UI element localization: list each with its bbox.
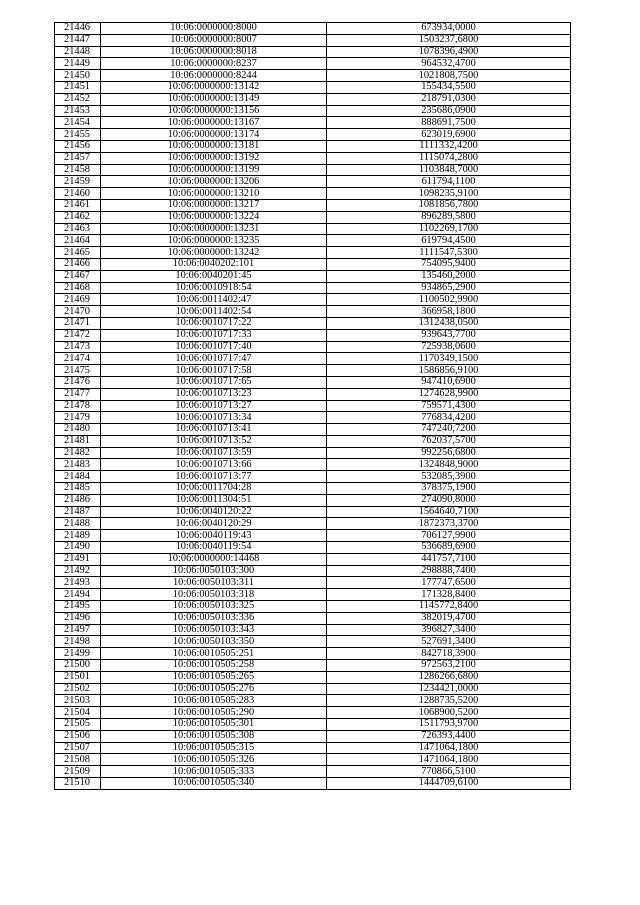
cadastral-number-cell: 10:06:0000000:8000 <box>101 23 327 35</box>
table-row <box>55 376 571 388</box>
row-number-cell: 21478 <box>55 400 101 412</box>
row-number-cell: 21451 <box>55 81 101 93</box>
table-row <box>55 70 571 82</box>
cadastral-number-cell: 10:06:0010713:59 <box>101 447 327 459</box>
value-cell: 1471064,1800 <box>327 754 571 766</box>
value-cell: 366958,1800 <box>327 306 571 318</box>
table-row <box>55 612 571 624</box>
table-row <box>55 553 571 565</box>
table-row <box>55 117 571 129</box>
table-row <box>55 683 571 695</box>
row-number-cell: 21465 <box>55 247 101 259</box>
row-number-cell: 21510 <box>55 778 101 790</box>
row-number-cell: 21497 <box>55 624 101 636</box>
row-number-cell: 21477 <box>55 388 101 400</box>
table-row <box>55 542 571 554</box>
row-number-cell: 21502 <box>55 683 101 695</box>
cadastral-number-cell: 10:06:0010713:34 <box>101 412 327 424</box>
row-number-cell: 21457 <box>55 152 101 164</box>
cadastral-number-cell: 10:06:0010713:23 <box>101 388 327 400</box>
cadastral-number-cell: 10:06:0000000:13235 <box>101 235 327 247</box>
table-row <box>55 565 571 577</box>
cadastral-number-cell: 10:06:0010505:326 <box>101 754 327 766</box>
value-cell: 171328,8400 <box>327 589 571 601</box>
table-body <box>55 23 571 790</box>
row-number-cell: 21496 <box>55 612 101 624</box>
row-number-cell: 21452 <box>55 93 101 105</box>
cadastral-number-cell: 10:06:0000000:8018 <box>101 46 327 58</box>
cadastral-number-cell: 10:06:0050103:311 <box>101 577 327 589</box>
row-number-cell: 21495 <box>55 601 101 613</box>
table-row <box>55 577 571 589</box>
value-cell: 706127,9900 <box>327 530 571 542</box>
value-cell: 754095,9400 <box>327 258 571 270</box>
value-cell: 1444709,6100 <box>327 778 571 790</box>
row-number-cell: 21469 <box>55 294 101 306</box>
row-number-cell: 21503 <box>55 695 101 707</box>
row-number-cell: 21481 <box>55 435 101 447</box>
row-number-cell: 21455 <box>55 129 101 141</box>
value-cell: 177747,6500 <box>327 577 571 589</box>
cadastral-number-cell: 10:06:0011304:51 <box>101 494 327 506</box>
table-row <box>55 58 571 70</box>
cadastral-number-cell: 10:06:0010505:290 <box>101 707 327 719</box>
row-number-cell: 21484 <box>55 471 101 483</box>
row-number-cell: 21475 <box>55 365 101 377</box>
row-number-cell: 21504 <box>55 707 101 719</box>
table-row <box>55 247 571 259</box>
value-cell: 1511793,9700 <box>327 719 571 731</box>
table-row <box>55 365 571 377</box>
cadastral-number-cell: 10:06:0010717:58 <box>101 365 327 377</box>
table-row <box>55 282 571 294</box>
row-number-cell: 21483 <box>55 459 101 471</box>
value-cell: 218791,0300 <box>327 93 571 105</box>
value-cell: 619794,4500 <box>327 235 571 247</box>
value-cell: 441757,7100 <box>327 553 571 565</box>
table-row <box>55 447 571 459</box>
value-cell: 1068900,5200 <box>327 707 571 719</box>
row-number-cell: 21505 <box>55 719 101 731</box>
table-row <box>55 140 571 152</box>
cadastral-number-cell: 10:06:0010713:52 <box>101 435 327 447</box>
cadastral-value-table <box>54 22 571 790</box>
value-cell: 527691,3400 <box>327 636 571 648</box>
table-row <box>55 412 571 424</box>
table-row <box>55 589 571 601</box>
cadastral-number-cell: 10:06:0000000:13167 <box>101 117 327 129</box>
table-row <box>55 660 571 672</box>
row-number-cell: 21453 <box>55 105 101 117</box>
cadastral-number-cell: 10:06:0010505:265 <box>101 671 327 683</box>
row-number-cell: 21506 <box>55 730 101 742</box>
row-number-cell: 21466 <box>55 258 101 270</box>
cadastral-number-cell: 10:06:0040119:43 <box>101 530 327 542</box>
value-cell: 623019,6900 <box>327 129 571 141</box>
table-row <box>55 624 571 636</box>
cadastral-number-cell: 10:06:0000000:13242 <box>101 247 327 259</box>
table-row <box>55 707 571 719</box>
table-row <box>55 235 571 247</box>
value-cell: 726393,4400 <box>327 730 571 742</box>
cadastral-number-cell: 10:06:0000000:13217 <box>101 199 327 211</box>
value-cell: 274090,8000 <box>327 494 571 506</box>
table-row <box>55 81 571 93</box>
row-number-cell: 21485 <box>55 483 101 495</box>
value-cell: 1503237,6800 <box>327 34 571 46</box>
value-cell: 770866,5100 <box>327 766 571 778</box>
cadastral-number-cell: 10:06:0010713:66 <box>101 459 327 471</box>
table-row <box>55 270 571 282</box>
row-number-cell: 21448 <box>55 46 101 58</box>
table-row <box>55 778 571 790</box>
value-cell: 762037,5700 <box>327 435 571 447</box>
cadastral-number-cell: 10:06:0010717:40 <box>101 341 327 353</box>
table-row <box>55 341 571 353</box>
value-cell: 1288735,5200 <box>327 695 571 707</box>
table-row <box>55 435 571 447</box>
cadastral-number-cell: 10:06:0050103:300 <box>101 565 327 577</box>
row-number-cell: 21490 <box>55 542 101 554</box>
value-cell: 1170349,1500 <box>327 353 571 365</box>
row-number-cell: 21456 <box>55 140 101 152</box>
cadastral-number-cell: 10:06:0000000:13192 <box>101 152 327 164</box>
value-cell: 1324848,9000 <box>327 459 571 471</box>
cadastral-number-cell: 10:06:0010505:308 <box>101 730 327 742</box>
cadastral-number-cell: 10:06:0000000:13156 <box>101 105 327 117</box>
row-number-cell: 21501 <box>55 671 101 683</box>
value-cell: 1286266,6800 <box>327 671 571 683</box>
cadastral-number-cell: 10:06:0050103:336 <box>101 612 327 624</box>
row-number-cell: 21482 <box>55 447 101 459</box>
cadastral-number-cell: 10:06:0011704:28 <box>101 483 327 495</box>
row-number-cell: 21498 <box>55 636 101 648</box>
value-cell: 1145772,8400 <box>327 601 571 613</box>
cadastral-number-cell: 10:06:0000000:8244 <box>101 70 327 82</box>
cadastral-number-cell: 10:06:0000000:13231 <box>101 223 327 235</box>
row-number-cell: 21507 <box>55 742 101 754</box>
table-row <box>55 353 571 365</box>
cadastral-number-cell: 10:06:0000000:13199 <box>101 164 327 176</box>
value-cell: 1021808,7500 <box>327 70 571 82</box>
cadastral-number-cell: 10:06:0010717:65 <box>101 376 327 388</box>
cadastral-number-cell: 10:06:0010918:54 <box>101 282 327 294</box>
value-cell: 888691,7500 <box>327 117 571 129</box>
row-number-cell: 21488 <box>55 518 101 530</box>
value-cell: 759571,4300 <box>327 400 571 412</box>
value-cell: 673934,0000 <box>327 23 571 35</box>
cadastral-number-cell: 10:06:0000000:13174 <box>101 129 327 141</box>
cadastral-number-cell: 10:06:0040201:45 <box>101 270 327 282</box>
table-row <box>55 306 571 318</box>
cadastral-number-cell: 10:06:0010505:283 <box>101 695 327 707</box>
row-number-cell: 21463 <box>55 223 101 235</box>
table-row <box>55 506 571 518</box>
table-row <box>55 636 571 648</box>
row-number-cell: 21489 <box>55 530 101 542</box>
row-number-cell: 21491 <box>55 553 101 565</box>
value-cell: 382019,4700 <box>327 612 571 624</box>
row-number-cell: 21470 <box>55 306 101 318</box>
table-row <box>55 671 571 683</box>
value-cell: 939643,7700 <box>327 329 571 341</box>
value-cell: 972563,2100 <box>327 660 571 672</box>
value-cell: 1111547,5300 <box>327 247 571 259</box>
row-number-cell: 21459 <box>55 176 101 188</box>
cadastral-number-cell: 10:06:0010713:77 <box>101 471 327 483</box>
row-number-cell: 21458 <box>55 164 101 176</box>
table-row <box>55 730 571 742</box>
row-number-cell: 21494 <box>55 589 101 601</box>
table-row <box>55 46 571 58</box>
value-cell: 1102269,1700 <box>327 223 571 235</box>
row-number-cell: 21447 <box>55 34 101 46</box>
value-cell: 1115074,2800 <box>327 152 571 164</box>
row-number-cell: 21462 <box>55 211 101 223</box>
value-cell: 298888,7400 <box>327 565 571 577</box>
table-row <box>55 223 571 235</box>
row-number-cell: 21500 <box>55 660 101 672</box>
value-cell: 396827,3400 <box>327 624 571 636</box>
cadastral-number-cell: 10:06:0010505:258 <box>101 660 327 672</box>
table-row <box>55 494 571 506</box>
value-cell: 1564640,7100 <box>327 506 571 518</box>
cadastral-number-cell: 10:06:0000000:8237 <box>101 58 327 70</box>
cadastral-number-cell: 10:06:0010717:22 <box>101 317 327 329</box>
cadastral-number-cell: 10:06:0010717:47 <box>101 353 327 365</box>
row-number-cell: 21472 <box>55 329 101 341</box>
table-row <box>55 518 571 530</box>
cadastral-number-cell: 10:06:0010713:41 <box>101 424 327 436</box>
cadastral-number-cell: 10:06:0040202:101 <box>101 258 327 270</box>
value-cell: 1103848,7000 <box>327 164 571 176</box>
table-row <box>55 754 571 766</box>
value-cell: 155434,5500 <box>327 81 571 93</box>
value-cell: 1872373,3700 <box>327 518 571 530</box>
table-row <box>55 294 571 306</box>
cadastral-number-cell: 10:06:0010505:333 <box>101 766 327 778</box>
row-number-cell: 21464 <box>55 235 101 247</box>
value-cell: 747240,7200 <box>327 424 571 436</box>
value-cell: 135460,2000 <box>327 270 571 282</box>
cadastral-number-cell: 10:06:0040119:54 <box>101 542 327 554</box>
cadastral-number-cell: 10:06:0000000:13224 <box>101 211 327 223</box>
row-number-cell: 21450 <box>55 70 101 82</box>
value-cell: 1274628,9900 <box>327 388 571 400</box>
cadastral-number-cell: 10:06:0010505:251 <box>101 648 327 660</box>
cadastral-number-cell: 10:06:0000000:13181 <box>101 140 327 152</box>
table-row <box>55 211 571 223</box>
cadastral-number-cell: 10:06:0011402:47 <box>101 294 327 306</box>
cadastral-number-cell: 10:06:0010717:33 <box>101 329 327 341</box>
row-number-cell: 21508 <box>55 754 101 766</box>
value-cell: 1586856,9100 <box>327 365 571 377</box>
value-cell: 947410,6900 <box>327 376 571 388</box>
row-number-cell: 21468 <box>55 282 101 294</box>
row-number-cell: 21493 <box>55 577 101 589</box>
table-row <box>55 601 571 613</box>
cadastral-number-cell: 10:06:0010505:315 <box>101 742 327 754</box>
cadastral-number-cell: 10:06:0000000:14468 <box>101 553 327 565</box>
table-row <box>55 648 571 660</box>
cadastral-number-cell: 10:06:0011402:54 <box>101 306 327 318</box>
table-row <box>55 105 571 117</box>
cadastral-number-cell: 10:06:0010505:276 <box>101 683 327 695</box>
value-cell: 964532,4700 <box>327 58 571 70</box>
value-cell: 1312438,0500 <box>327 317 571 329</box>
row-number-cell: 21449 <box>55 58 101 70</box>
cadastral-number-cell: 10:06:0050103:343 <box>101 624 327 636</box>
value-cell: 235686,0900 <box>327 105 571 117</box>
cadastral-number-cell: 10:06:0010713:27 <box>101 400 327 412</box>
row-number-cell: 21487 <box>55 506 101 518</box>
table-row <box>55 530 571 542</box>
cadastral-number-cell: 10:06:0000000:13210 <box>101 188 327 200</box>
row-number-cell: 21467 <box>55 270 101 282</box>
row-number-cell: 21471 <box>55 317 101 329</box>
value-cell: 1098235,9100 <box>327 188 571 200</box>
row-number-cell: 21480 <box>55 424 101 436</box>
table-row <box>55 400 571 412</box>
value-cell: 378375,1900 <box>327 483 571 495</box>
table-row <box>55 23 571 35</box>
value-cell: 1111332,4200 <box>327 140 571 152</box>
row-number-cell: 21454 <box>55 117 101 129</box>
cadastral-number-cell: 10:06:0000000:13142 <box>101 81 327 93</box>
row-number-cell: 21509 <box>55 766 101 778</box>
row-number-cell: 21473 <box>55 341 101 353</box>
table-row <box>55 164 571 176</box>
table-row <box>55 483 571 495</box>
cadastral-number-cell: 10:06:0010505:301 <box>101 719 327 731</box>
table-row <box>55 129 571 141</box>
value-cell: 536689,6900 <box>327 542 571 554</box>
value-cell: 1471064,1800 <box>327 742 571 754</box>
row-number-cell: 21479 <box>55 412 101 424</box>
table-row <box>55 317 571 329</box>
row-number-cell: 21476 <box>55 376 101 388</box>
row-number-cell: 21446 <box>55 23 101 35</box>
row-number-cell: 21499 <box>55 648 101 660</box>
cadastral-number-cell: 10:06:0000000:8007 <box>101 34 327 46</box>
value-cell: 992256,6800 <box>327 447 571 459</box>
table-row <box>55 695 571 707</box>
table-row <box>55 742 571 754</box>
cadastral-number-cell: 10:06:0010505:340 <box>101 778 327 790</box>
cadastral-number-cell: 10:06:0040120:29 <box>101 518 327 530</box>
row-number-cell: 21492 <box>55 565 101 577</box>
value-cell: 896289,5800 <box>327 211 571 223</box>
table-row <box>55 176 571 188</box>
table-row <box>55 388 571 400</box>
cadastral-number-cell: 10:06:0000000:13206 <box>101 176 327 188</box>
table-row <box>55 34 571 46</box>
value-cell: 1078396,4900 <box>327 46 571 58</box>
table-row <box>55 471 571 483</box>
table-row <box>55 766 571 778</box>
value-cell: 1234421,0000 <box>327 683 571 695</box>
table-row <box>55 258 571 270</box>
cadastral-number-cell: 10:06:0050103:325 <box>101 601 327 613</box>
table-row <box>55 152 571 164</box>
table-row <box>55 719 571 731</box>
cadastral-number-cell: 10:06:0050103:350 <box>101 636 327 648</box>
value-cell: 776834,4200 <box>327 412 571 424</box>
row-number-cell: 21486 <box>55 494 101 506</box>
row-number-cell: 21474 <box>55 353 101 365</box>
table-row <box>55 329 571 341</box>
table-row <box>55 93 571 105</box>
value-cell: 1081856,7800 <box>327 199 571 211</box>
value-cell: 934865,2900 <box>327 282 571 294</box>
value-cell: 532085,3900 <box>327 471 571 483</box>
table-row <box>55 188 571 200</box>
cadastral-number-cell: 10:06:0000000:13149 <box>101 93 327 105</box>
value-cell: 1100502,9900 <box>327 294 571 306</box>
row-number-cell: 21461 <box>55 199 101 211</box>
value-cell: 725938,0600 <box>327 341 571 353</box>
row-number-cell: 21460 <box>55 188 101 200</box>
value-cell: 611794,1100 <box>327 176 571 188</box>
table-row <box>55 424 571 436</box>
value-cell: 842718,3900 <box>327 648 571 660</box>
cadastral-number-cell: 10:06:0040120:22 <box>101 506 327 518</box>
table-row <box>55 199 571 211</box>
table-row <box>55 459 571 471</box>
cadastral-number-cell: 10:06:0050103:318 <box>101 589 327 601</box>
